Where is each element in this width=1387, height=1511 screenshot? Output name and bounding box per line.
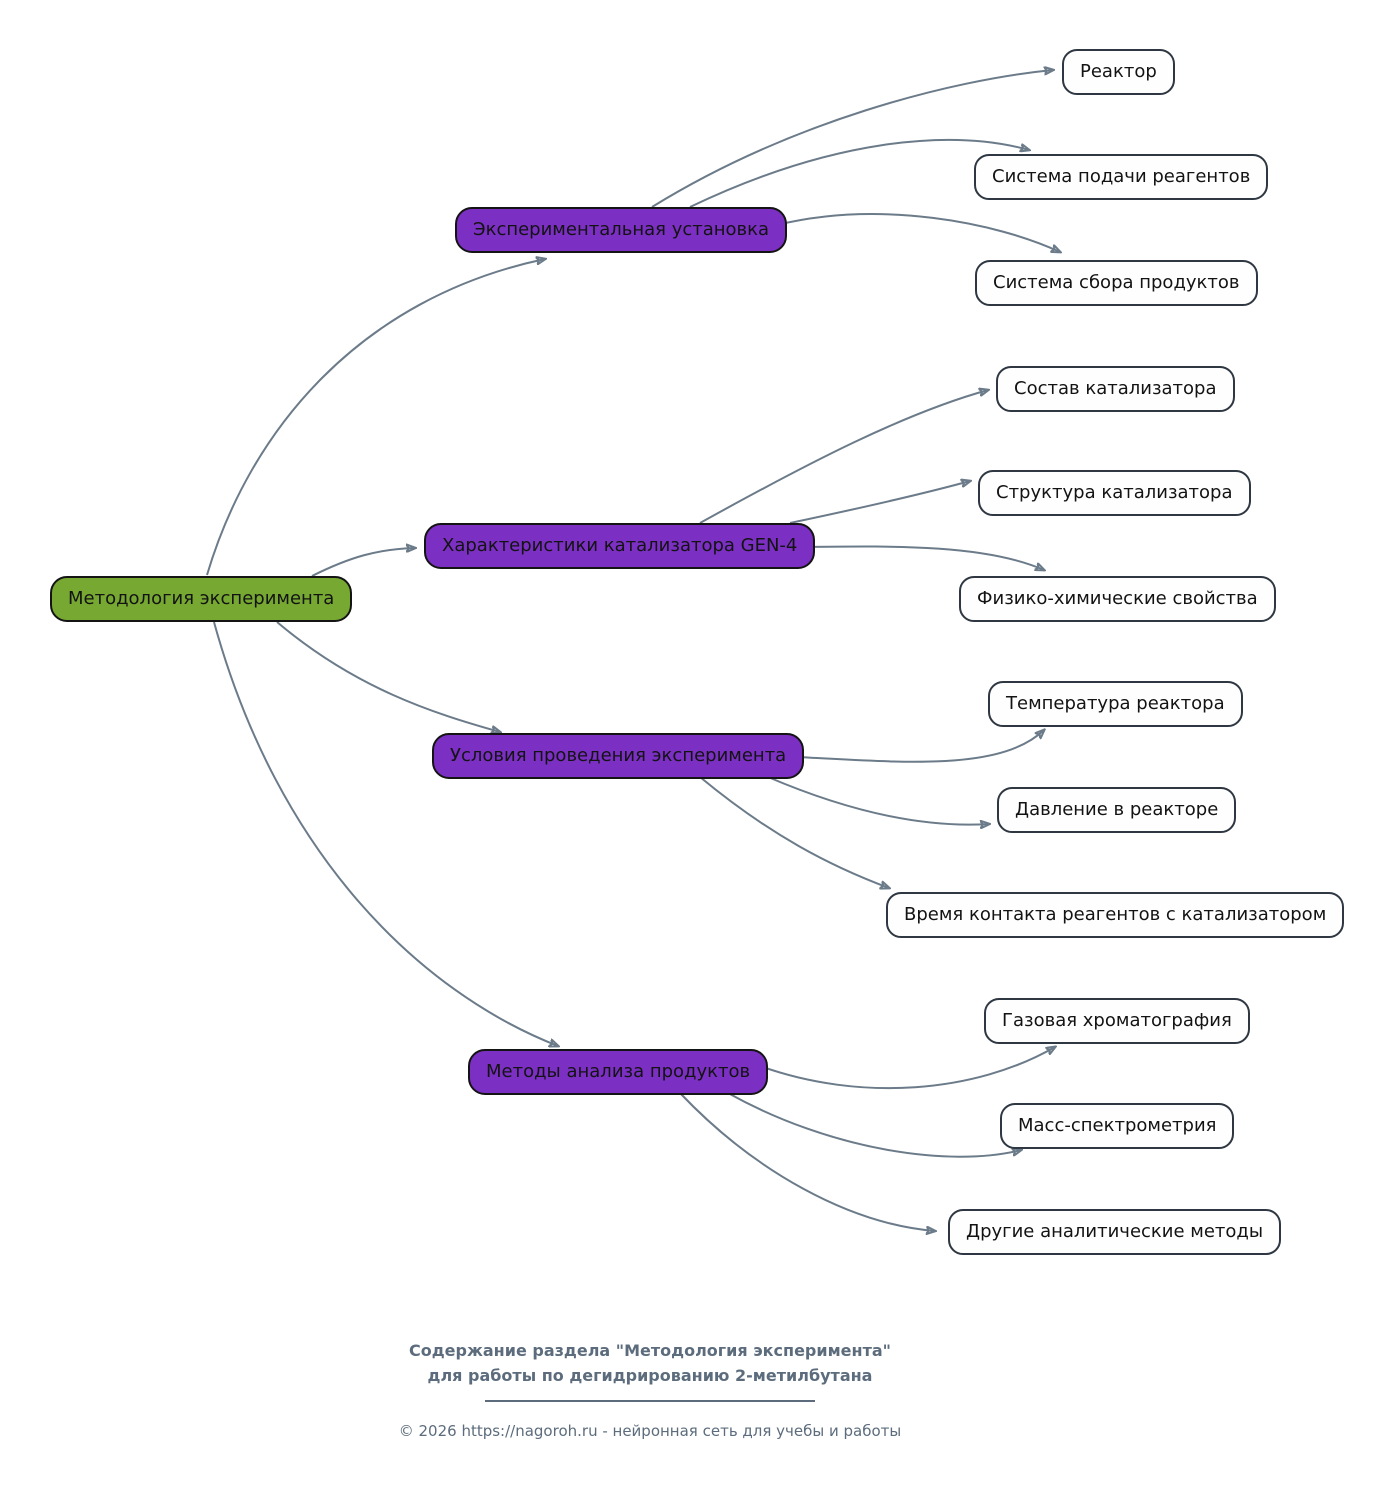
branch-node-analysis-methods: Методы анализа продуктов: [468, 1049, 768, 1095]
edge-branch3-to-leaf-contact-time: [700, 777, 889, 888]
branch-node-experiment-conditions: Условия проведения эксперимента: [432, 733, 804, 779]
leaf-node-reactor-temperature: Температура реактора: [988, 681, 1243, 727]
edge-branch2-to-leaf-composition: [700, 390, 988, 523]
footer: [300, 1338, 1000, 1440]
leaf-node-reactor: Реактор: [1062, 49, 1175, 95]
edge-branch3-to-leaf-temperature: [797, 730, 1044, 762]
leaf-node-product-collection-system: Система сбора продуктов: [975, 260, 1258, 306]
edge-branch2-to-leaf-structure: [790, 481, 970, 523]
edge-root-to-branch-3: [277, 622, 500, 732]
leaf-node-reagent-feed-system: Система подачи реагентов: [974, 154, 1268, 200]
edge-branch1-to-leaf-collection-system: [777, 214, 1060, 252]
root-node-methodology: Методология эксперимента: [50, 576, 352, 622]
leaf-node-gas-chromatography: Газовая хроматография: [984, 998, 1250, 1044]
leaf-node-physicochemical-properties: Физико-химические свойства: [959, 576, 1276, 622]
edge-root-to-branch-2: [312, 548, 415, 576]
edge-branch2-to-leaf-properties: [805, 547, 1044, 570]
leaf-node-catalyst-composition: Состав катализатора: [996, 366, 1235, 412]
edge-branch4-to-leaf-other-methods: [680, 1093, 935, 1231]
leaf-node-catalyst-structure: Структура катализатора: [978, 470, 1251, 516]
leaf-node-contact-time: Время контакта реагентов с катализатором: [886, 892, 1344, 938]
edge-branch4-to-leaf-gas-chromatography: [760, 1047, 1055, 1088]
edge-root-to-branch-4: [214, 622, 558, 1046]
edge-branch3-to-leaf-pressure: [768, 777, 989, 825]
leaf-node-reactor-pressure: Давление в реакторе: [997, 787, 1236, 833]
footer-title-line1: Содержание раздела "Методология эксперимента": [409, 1341, 891, 1360]
footer-divider: [485, 1400, 815, 1402]
branch-node-catalyst-characteristics: Характеристики катализатора GEN-4: [424, 523, 815, 569]
footer-copyright: © 2026 https://nagoroh.ru - нейронная сеть для учебы и работы: [398, 1422, 902, 1440]
leaf-node-other-analytical-methods: Другие аналитические методы: [948, 1209, 1281, 1255]
footer-title-line2: для работы по дегидрированию 2-метилбутана: [427, 1366, 873, 1385]
edge-branch4-to-leaf-mass-spectrometry: [728, 1093, 1021, 1157]
leaf-node-mass-spectrometry: Масс-спектрометрия: [1000, 1103, 1234, 1149]
branch-node-experimental-setup: Экспериментальная установка: [455, 207, 787, 253]
